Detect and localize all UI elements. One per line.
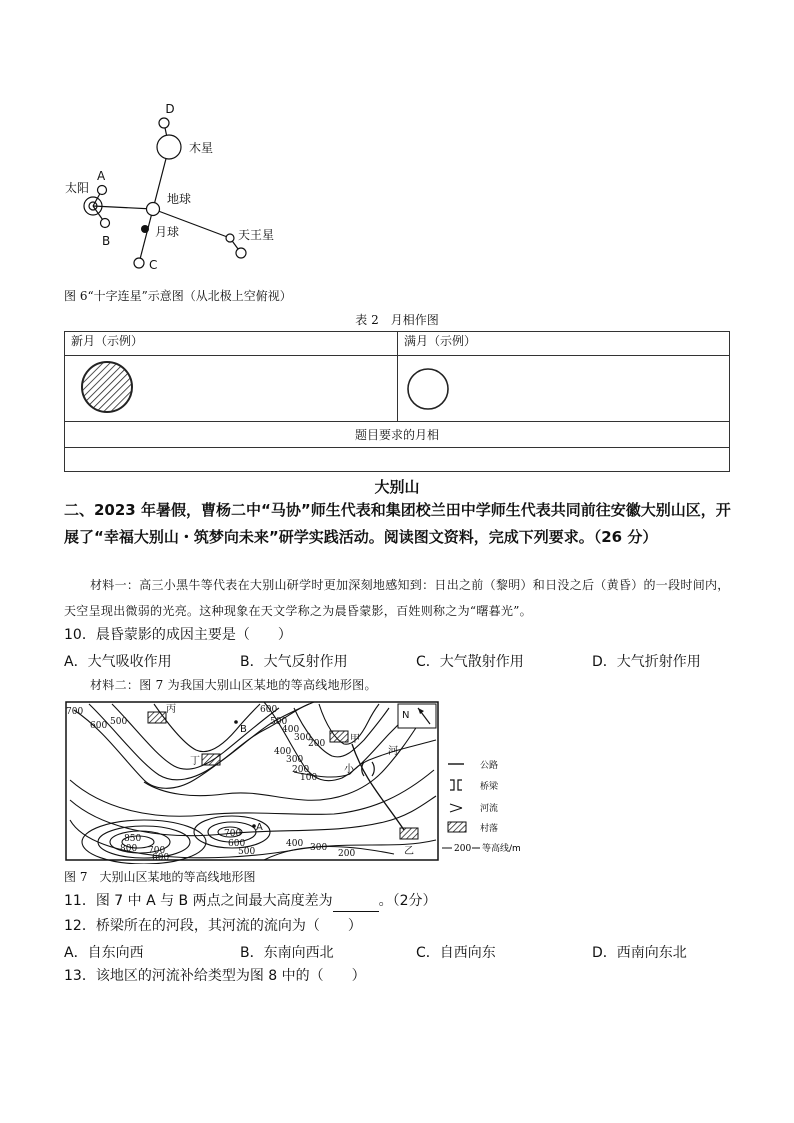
q12-stem: 12．桥梁所在的河段，其河流的流向为（ ）	[64, 918, 362, 934]
cross-planet-diagram	[55, 95, 315, 280]
place-xiao: 小	[344, 764, 354, 775]
new-moon-cell	[65, 356, 398, 422]
label-sun: 太阳	[65, 181, 90, 195]
contour-label: 850	[124, 834, 142, 844]
contour-label: 500	[270, 717, 288, 727]
legend-contour: 等高线/m	[482, 844, 521, 854]
contour-label: 200	[308, 739, 326, 749]
contour-label: 400	[282, 725, 300, 735]
new-moon-header: 新月（示例）	[65, 332, 398, 356]
q10-options	[64, 651, 768, 671]
legend-village: 村落	[480, 824, 499, 834]
q12-option-b[interactable]: B．东南向西北	[240, 945, 334, 961]
place-b: B	[240, 724, 247, 735]
river-legend-icon	[450, 804, 462, 812]
legend-road: 公路	[480, 761, 499, 771]
table2-title: 表 2 月相作图	[355, 313, 439, 327]
contour-label: 600	[228, 839, 246, 849]
map-legend	[442, 759, 521, 854]
full-moon-header: 满月（示例）	[398, 332, 730, 356]
place-yi: 乙	[404, 846, 414, 857]
label-c: C	[149, 258, 158, 272]
village-jia	[330, 731, 348, 742]
q12-option-c[interactable]: C．自西向东	[416, 945, 496, 961]
contour-label: 400	[286, 839, 304, 849]
q11	[64, 890, 437, 912]
contour-label: 800	[120, 844, 138, 854]
required-phase-header: 题目要求的月相	[65, 422, 730, 448]
label-uranus: 天王星	[238, 228, 275, 242]
place-he: 河	[388, 746, 398, 757]
legend-bridge: 桥梁	[480, 782, 499, 792]
contour-label: 400	[274, 747, 292, 757]
contour-label: 600	[260, 705, 278, 715]
contour-label: 300	[294, 733, 312, 743]
village-legend-icon	[448, 822, 466, 832]
contour-map	[64, 700, 526, 864]
label-d: D	[165, 102, 175, 116]
q13-stem: 13．该地区的河流补给类型为图 8 中的（ ）	[64, 968, 366, 984]
contour-label: 600	[90, 721, 108, 731]
label-jupiter: 木星	[189, 141, 214, 155]
village-bing	[148, 712, 166, 723]
legend-river: 河流	[480, 804, 499, 814]
place-bing: 丙	[166, 704, 176, 715]
label-a: A	[97, 169, 106, 183]
required-phase-cell	[65, 448, 730, 472]
section-intro: 二、2023 年暑假，曹杨二中“马协”师生代表和集团校兰田中学师生代表共同前往安徽大别山区，开展了“幸福大别山・筑梦向未来”研学实践活动。阅读图文资料，完成下列要求。（26 分）	[64, 501, 731, 546]
moon-point	[141, 225, 149, 233]
contour-label: 300	[286, 755, 304, 765]
full-moon-cell	[398, 356, 730, 422]
fig6-caption: 图 6“十字连星”示意图（从北极上空俯视）	[64, 289, 292, 303]
place-jia: 甲	[350, 734, 360, 745]
q10-option-c[interactable]: C．大气散射作用	[416, 654, 524, 670]
place-ding: 丁	[190, 756, 200, 767]
moon-phase-table	[64, 331, 730, 472]
q12-options	[64, 942, 768, 962]
contour-label: 600	[152, 853, 170, 863]
material-one: 材料一：高三小黑牛等代表在大别山研学时更加深刻地感知到：日出之前（黎明）和日没之后（黄昏）的一段时间内，天空呈现出微弱的光亮。这种现象在天文学称之为晨昏蒙影，百姓则称之为“曙暮光”。	[64, 578, 730, 618]
contour-label: 200	[292, 765, 310, 775]
place-a: A	[256, 822, 263, 833]
label-b: B	[102, 234, 111, 248]
fig7-caption: 图 7 大别山区某地的等高线地形图	[64, 870, 256, 884]
material-two: 材料二：图 7 为我国大别山区某地的等高线地形图。	[90, 678, 377, 692]
contour-label: 500	[110, 717, 128, 727]
q10-option-b[interactable]: B．大气反射作用	[240, 654, 348, 670]
q10-stem: 10．晨昏蒙影的成因主要是（ ）	[64, 627, 292, 643]
q11-answer-blank[interactable]	[333, 897, 379, 912]
village-ding	[202, 754, 220, 765]
q11-text-pre: 11．图 7 中 A 与 B 两点之间最大高度差为	[64, 893, 333, 909]
section-title: 大别山	[374, 478, 420, 496]
place-n: N	[402, 710, 410, 721]
point-b	[234, 720, 238, 724]
label-earth: 地球	[167, 192, 192, 206]
contour-label: 700	[224, 829, 242, 839]
contour-label: 700	[148, 846, 166, 856]
legend-contour-value: 200	[454, 844, 472, 854]
bridge-legend-icon	[450, 780, 462, 790]
q12-option-a[interactable]: A．自东向西	[64, 945, 144, 961]
q10-option-a[interactable]: A．大气吸收作用	[64, 654, 172, 670]
contour-label: 200	[338, 849, 356, 859]
q12-option-d[interactable]: D．西南向东北	[592, 945, 687, 961]
new-moon-icon	[79, 358, 139, 418]
q10-option-d[interactable]: D．大气折射作用	[592, 654, 701, 670]
contour-label: 300	[310, 843, 328, 853]
label-moon: 月球	[155, 225, 180, 239]
village-yi	[400, 828, 418, 839]
contour-label: 700	[66, 707, 84, 717]
full-moon-icon	[406, 358, 456, 418]
contour-label: 100	[300, 773, 318, 783]
contour-label: 500	[238, 847, 256, 857]
q11-text-post: 。（2分）	[378, 893, 437, 909]
